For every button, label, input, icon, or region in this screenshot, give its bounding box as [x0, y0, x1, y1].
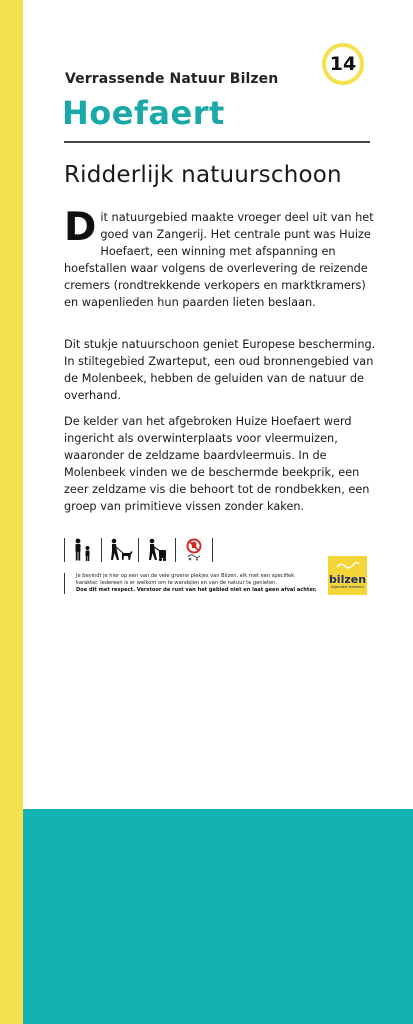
- panel-subtitle: Verrassende Natuur Bilzen: [65, 71, 279, 87]
- title-divider: [64, 141, 370, 143]
- family-walking-icon: [65, 537, 101, 563]
- logo-tagline: bijzonder boeiend: [331, 584, 364, 589]
- no-littering-icon: [176, 537, 212, 563]
- page-title: Hoefaert: [62, 94, 225, 132]
- dog-walking-icon: [102, 537, 138, 563]
- drop-cap: D: [64, 205, 97, 250]
- panel-number-badge: 14: [322, 43, 364, 85]
- bilzen-logo: [328, 556, 367, 595]
- logo-swirl-icon: [335, 562, 361, 569]
- paragraph-intro-text: it natuurgebied maakte vroeger deel uit van het goed van Zangerij. Het centrale punt was Huize Hoefaert, een winning met afspanning en hoefstallen waar volgens de overlevering de reizende cremers (rondtrekkende verkopers en marktkramers) en wapenlieden hun paarden lieten beslaan.: [64, 211, 374, 309]
- logo-wordmark: bilzen: [328, 572, 367, 586]
- section-heading: Ridderlijk natuurschoon: [64, 162, 342, 188]
- paragraph-protection: Dit stukje natuurschoon geniet Europese bescherming. In stiltegebied Zwarteput, een oud bronnengebied van de Molenbeek, hebben de geluiden van de natuur de overhand.: [64, 338, 376, 402]
- pictogram-row: [64, 537, 213, 563]
- pictogram-separator: [212, 538, 213, 562]
- paragraph-bats-fish: De kelder van het afgebroken Huize Hoefaert werd ingericht als overwinterplaats voor vleermuizen, waaronder de zeldzame baardvleermuis. In de Molenbeek vinden we de beschermde beekprik, een zeer zeldzame vis die behoort tot de rondbekken, een groep van primitieve vissen zonder kaken.: [64, 415, 370, 513]
- footnote-line-3: Doe dit met respect. Verstoor de rust van het gebied niet en laat geen afval achter.: [76, 587, 317, 593]
- footnote-line-2: karakter. Iedereen is er welkom om te wandelen en van de natuur te genieten.: [76, 580, 278, 586]
- teal-footer-band: [23, 809, 413, 1024]
- hiker-with-cart-icon: [139, 537, 175, 563]
- footnote-line-1: Je bevindt je hier op een van de vele groene plekjes van Bilzen, elk met een specifiek: [76, 573, 295, 579]
- footnote-text: [64, 573, 318, 594]
- paragraph-intro: [64, 205, 376, 311]
- yellow-side-bar: [0, 0, 23, 1024]
